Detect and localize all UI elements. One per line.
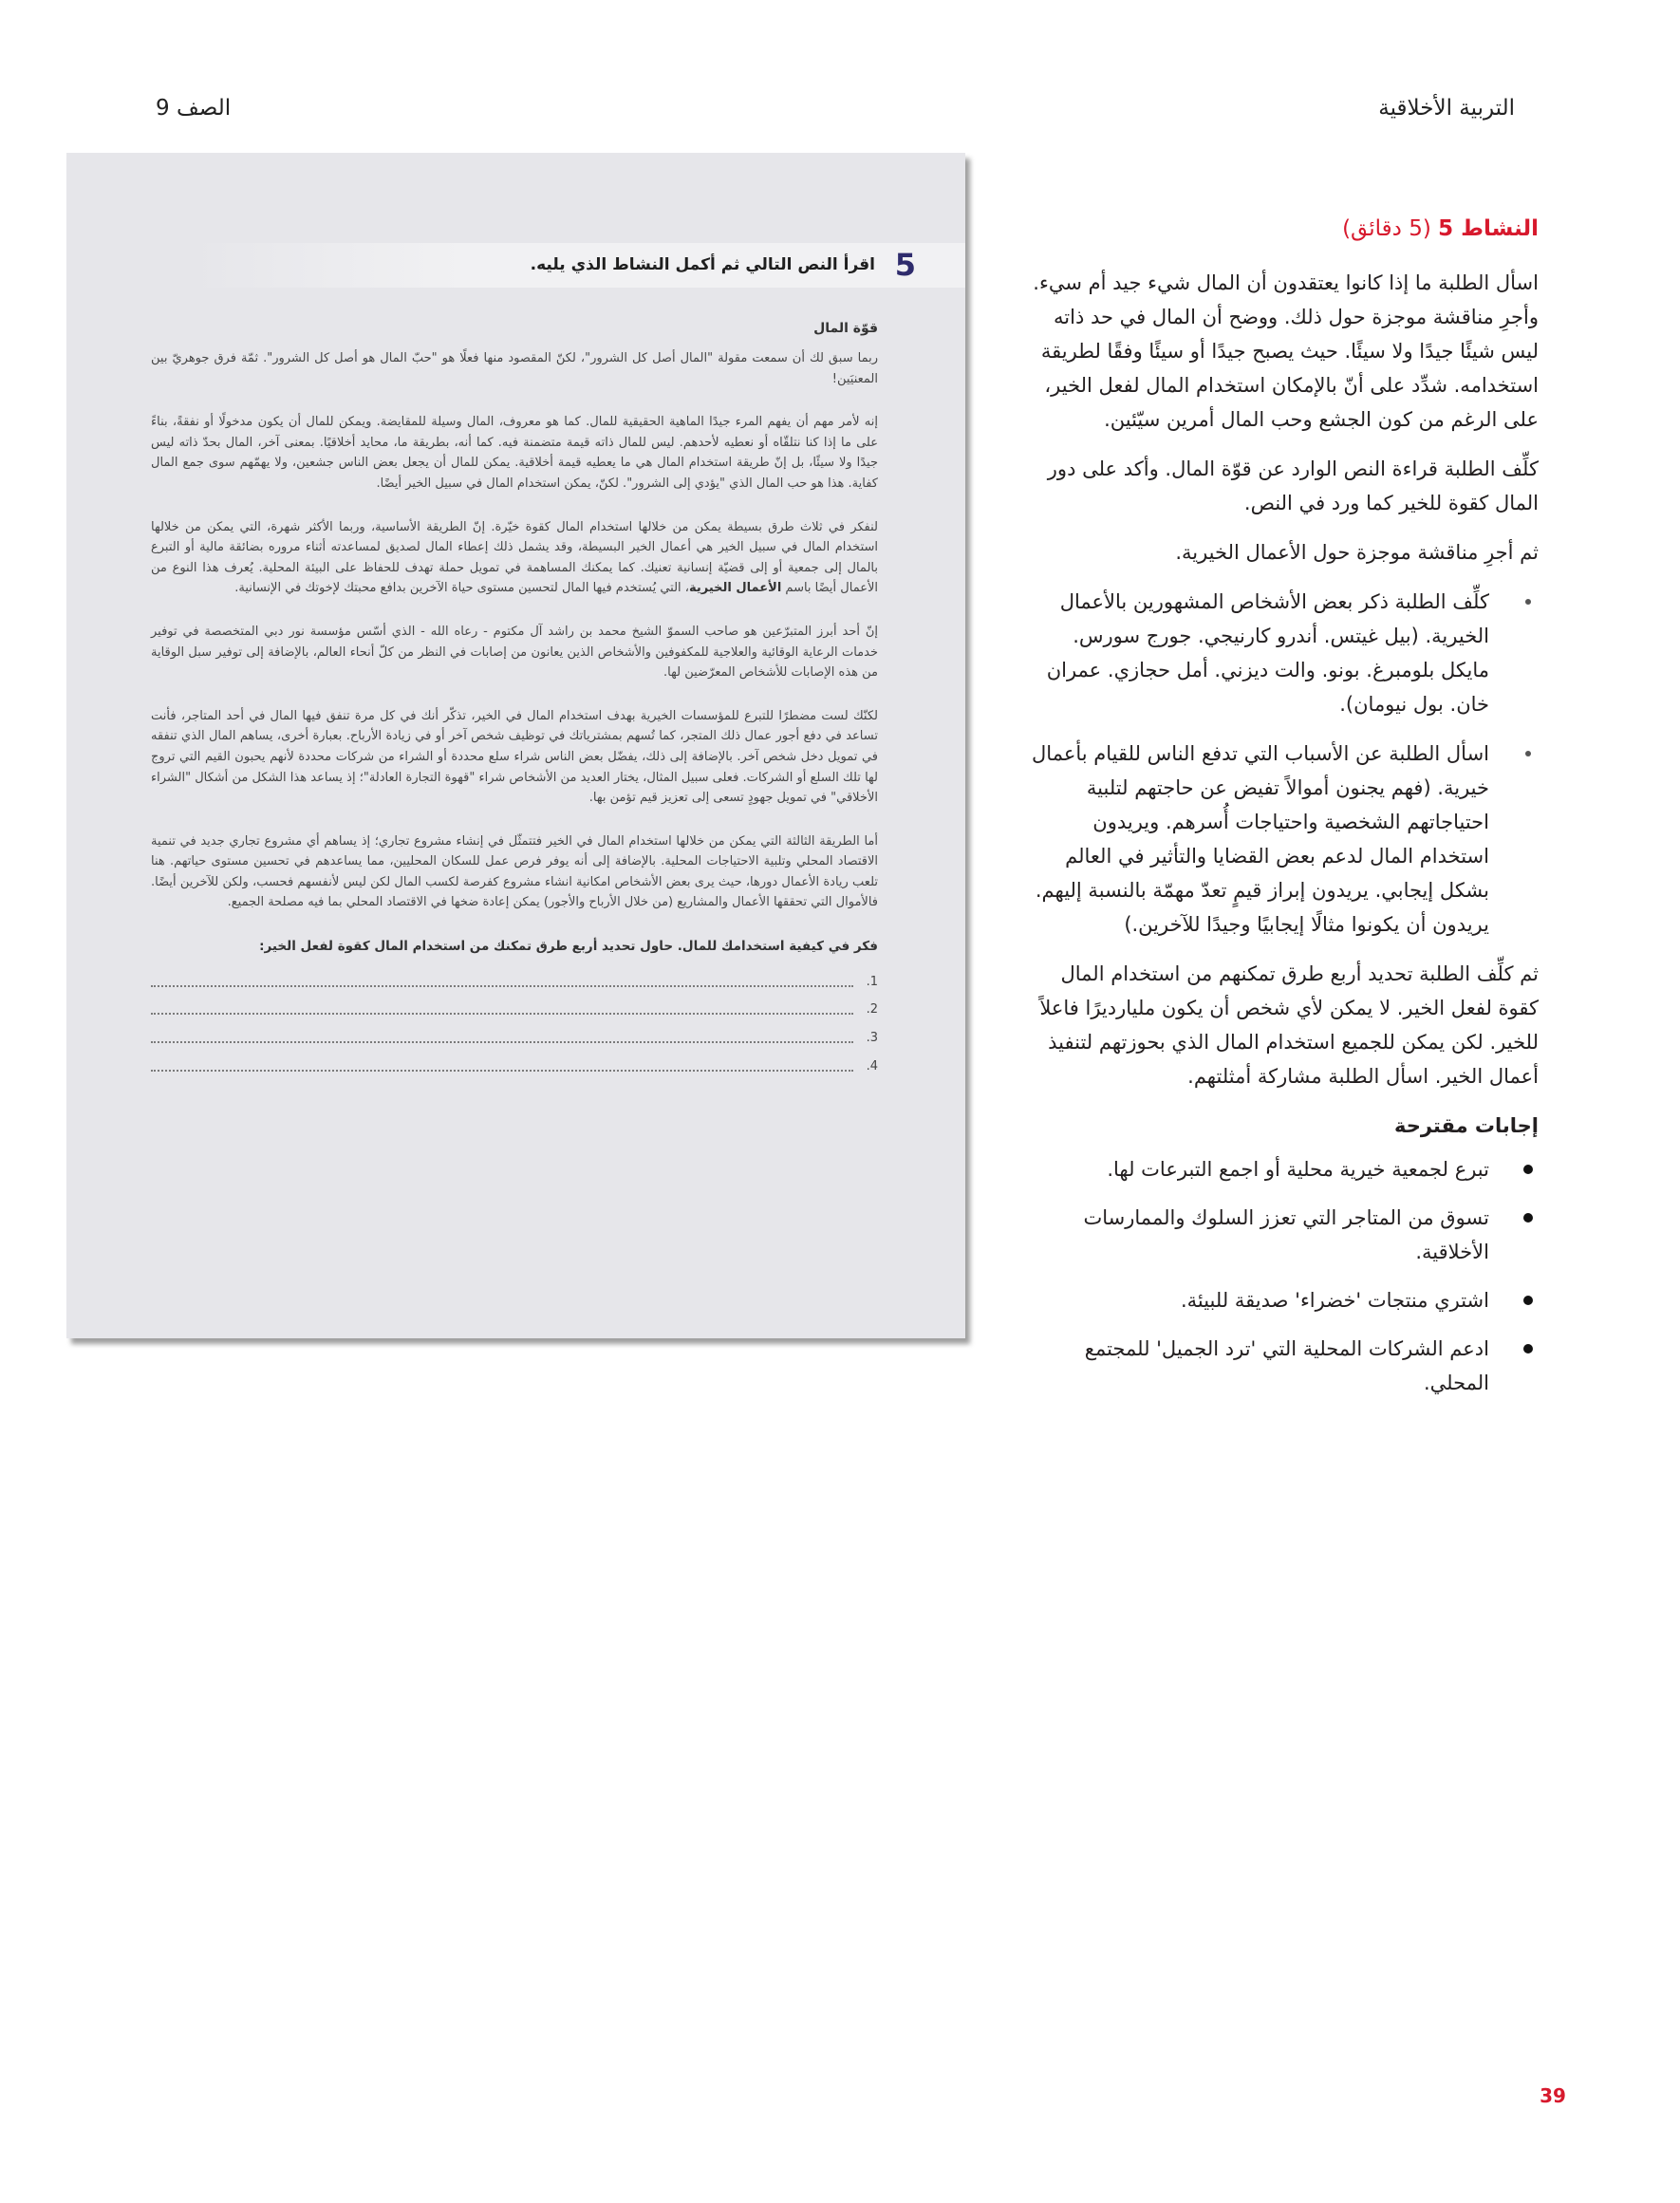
reading-paragraph-3 — [151, 517, 878, 599]
answer-dotted-line — [151, 1030, 853, 1043]
bullet-text: كلِّف الطلبة ذكر بعض الأشخاص المشهورين بالأعمال الخيرية. (بيل غيتس. أندرو كارنيجي. جورج سورس. مايكل بلومبرغ. بونو. والت ديزني. أمل حجازي. عمران خان. بول نيومان). — [1046, 590, 1489, 716]
suggested-answer-text: تبرع لجمعية خيرية محلية أو اجمع التبرعات لها. — [1107, 1158, 1489, 1181]
reading-paragraph-4: إنّ أحد أبرز المتبرّعين هو صاحب السموّ الشيخ محمد بن راشد آل مكتوم - رعاه الله - الذي أسّس مؤسسة نور دبي المتخصصة في توفير خدمات الرعاية الوقائية والعلاجية للمكفوفين والأشخاص الذين يعانون من إصابات في النظر من كلّ أنحاء العالم، بالإضافة إلى توفير سبل الوقاية من هذه الإصابات للأشخاص المعرّضين لها. — [151, 624, 878, 681]
bullet-marker — [1489, 1283, 1539, 1317]
answer-dotted-line — [151, 974, 853, 987]
paragraph-text: لنفكر في ثلاث طرق بسيطة يمكن من خلالها استخدام المال كقوة خيّرة. إنّ الطريقة الأساسية، وربما الأكثر شهرة، التي يمكن من خلالها استخدام المال في سبيل الخير هي أعمال الخير البسيطة، وقد يشمل ذلك إعطاء المال لصديق لمساعدته أثناء مروره بضائقة مالية أو التبرع بالمال إلى جمعية أو إلى قضيّة إنسانية تعنيك. كما يمكنك المساهمة في تمويل حملة تهدف للحفاظ على البيئة المحلية. يُعرف هذا النوع من الأعمال أيضًا باسم — [151, 519, 878, 596]
suggested-answer-item — [1073, 1283, 1539, 1317]
filled-circle-icon — [1523, 1296, 1533, 1305]
activity-paragraph: كلِّف الطلبة قراءة النص الوارد عن قوّة المال. وأكد على دور المال كقوة للخير كما ورد في النص. — [1047, 457, 1539, 514]
bullet-marker — [1489, 737, 1539, 942]
paragraph-text-after: ، التي يُستخدم فيها المال لتحسين مستوى حياة الآخرين بدافع محبتك لإخوتك في الإنسانية. — [234, 581, 689, 596]
answer-number: 2. — [866, 1002, 878, 1017]
small-dot-icon — [1525, 599, 1531, 605]
answer-row — [151, 1018, 878, 1047]
suggested-answer-text: ادعم الشركات المحلية التي 'ترد الجميل' للمجتمع المحلي. — [1084, 1337, 1489, 1394]
filled-circle-icon — [1523, 1344, 1533, 1354]
header-subject: التربية الأخلاقية — [1378, 96, 1515, 121]
answer-dotted-line — [151, 1058, 853, 1072]
bullet-text: اسأل الطلبة عن الأسباب التي تدفع الناس للقيام بأعمال خيرية. (فهم يجنون أموالاً تفيض عن حاجتهم لتلبية احتياجاتهم الشخصية واحتياجات أُسرهم. ويريدون استخدام المال لدعم بعض القضايا والتأثير في العالم بشكل إيجابي. يريدون إبراز قيمٍ تعدّ مهمّة بالنسبة إليهم. يريدون أن يكونوا مثالًا إيجابيًا وجيدًا للآخرين.) — [1032, 742, 1489, 936]
answer-number: 4. — [866, 1058, 878, 1073]
worksheet-body — [151, 318, 878, 1075]
activity-bullet-item — [1028, 585, 1539, 721]
bullet-marker — [1489, 1332, 1539, 1400]
activity-title — [1028, 215, 1539, 243]
header-grade: الصف 9 — [156, 96, 232, 121]
activity-teacher-notes — [1028, 215, 1539, 1414]
page-number: 39 — [1540, 2084, 1566, 2107]
filled-circle-icon — [1523, 1165, 1533, 1174]
answer-dotted-line — [151, 1001, 853, 1015]
suggested-answer-item — [1073, 1152, 1539, 1186]
activity-duration: (5 دقائق) — [1342, 216, 1431, 241]
reading-paragraph-2: إنه لأمر مهم أن يفهم المرء جيدًا الماهية الحقيقية للمال. كما هو معروف، المال وسيلة للمقايضة. ويمكن للمال أن يكون مدخولًا أو نفقةً، بناءً على ما إذا كنا نتلقّاه أو نعطيه لأحدهم. ليس للمال ذاته قيمة متضمنة فيه. كما أنه، بطريقة ما، محايد أخلاقيًا. بمعنى آخر، المال بحدّ ذاته ليس جيدًا ولا سيئًا، بل إنّ طريقة استخدام المال هي ما يعطيه قيمة أخلاقية. يمكن للمال أن يجعل بعض الناس جشعين، ولا يهمّهم سوى جمع المال كفاية. هذا هو حب المال الذي "يؤدي إلى الشرور". لكنّ، يمكن استخدام المال في سبيل الخير أيضًا. — [151, 415, 878, 491]
bullet-marker — [1489, 585, 1539, 721]
suggested-answer-item — [1073, 1201, 1539, 1269]
worksheet-instruction-band — [190, 243, 965, 288]
bullet-marker — [1489, 1201, 1539, 1269]
worksheet-activity-number: 5 — [894, 247, 916, 283]
worksheet-prompt: فكر في كيفية استخدامك للمال. حاول تحديد أربع طرق تمكنك من استخدام المال كقوة لفعل الخير: — [259, 939, 878, 955]
suggested-answer-text: تسوق من المتاجر التي تعزز السلوك والممارسات الأخلاقية. — [1083, 1206, 1489, 1263]
activity-paragraph: اسأل الطلبة ما إذا كانوا يعتقدون أن المال شيء جيد أم سيء. وأجرِ مناقشة موجزة حول ذلك. ووضح أن المال في حد ذاته ليس شيئًا جيدًا ولا سيئًا. حيث يصبح جيدًا أو سيئًا وفقًا لطريقة استخدامه. شدِّد على أنّ بالإمكان استخدام المال لفعل الخير، على الرغم من كون الجشع وحب المال أمرين سيّئين. — [1033, 271, 1539, 431]
reading-paragraph-5: لكنّك لست مضطرًا للتبرع للمؤسسات الخيرية بهدف استخدام المال في الخير، تذكّر أنك في كل مرة تنفق فيها المال في أحد المتاجر، فأنت تساعد في دفع أجور عمال ذلك المتجر، كما تُسهم بمشترياتك في توظيف شخص آخر أو في زيادة الأرباح. بعبارة أخرى، يساهم المال الذي تنفقه في تمويل دخل شخص آخر. بالإضافة إلى ذلك، يفضّل بعض الناس شراء سلع محددة أو الشراء من شركات محددة لأنهم يحبون القيم التي تروج لها تلك السلع أو الشركات. فعلى سبيل المثال، يختار العديد من الأشخاص شراء "قهوة التجارة العادلة"؛ إذ يساعد هذا الشكل من أشكال "الشراء الأخلاقي" في تمويل جهودٍ تسعى إلى تعزيز قيم تؤمن بها. — [151, 708, 878, 806]
reading-paragraph-6: أما الطريقة الثالثة التي يمكن من خلالها استخدام المال في الخير فتتمثّل في إنشاء مشروع تجاري؛ إذ يساهم أي مشروع تجاري جديد في تنمية الاقتصاد المحلي وتلبية الاحتياجات المحلية. بالإضافة إلى أنه يوفر فرص عمل للسكان المحليين، مما يساعدهم في تحسين مستوى حياتهم. هنا تلعب ريادة الأعمال دورها، حيث يرى بعض الأشخاص امكانية انشاء مشروع كفرصة لكسب المال لكن ليس لأنفسهم فحسب، ولكن للآخرين أيضًا. فالأموال التي تحققها الأعمال والمشاريع (من خلال الأرباح والأجور) يمكن إعادة ضخها في الاقتصاد المحلي بما فيه مصلحة الجميع. — [151, 833, 878, 910]
reading-title: قوّة المال — [813, 321, 878, 336]
small-dot-icon — [1525, 751, 1531, 756]
suggested-answer-text: اشتري منتجات 'خضراء' صديقة للبيئة. — [1180, 1289, 1489, 1312]
suggested-answers-list — [1073, 1152, 1539, 1400]
student-worksheet-panel — [66, 153, 965, 1338]
filled-circle-icon — [1523, 1213, 1533, 1223]
answer-number: 3. — [866, 1031, 878, 1046]
activity-paragraph: ثم أجرِ مناقشة موجزة حول الأعمال الخيرية. — [1175, 541, 1539, 564]
answer-row — [151, 962, 878, 991]
answer-row — [151, 1047, 878, 1075]
activity-bullet-item — [1028, 737, 1539, 942]
reading-paragraph-1: ربما سبق لك أن سمعت مقولة "المال أصل كل الشرور"، لكنّ المقصود منها فعلًا هو "حبّ المال هو أصل كل الشرور". ثمّة فرق جوهريّ بين المعنيَين! — [151, 351, 878, 386]
answer-row — [151, 991, 878, 1019]
bold-term: الأعمال الخيرية — [689, 581, 782, 596]
suggested-answers-heading: إجابات مقترحة — [1393, 1114, 1539, 1137]
suggested-answer-item — [1073, 1332, 1539, 1400]
bullet-marker — [1489, 1152, 1539, 1186]
worksheet-instruction: اقرأ النص التالي ثم أكمل النشاط الذي يليه. — [530, 255, 875, 274]
answer-number: 1. — [866, 974, 878, 989]
activity-paragraph: ثم كلِّف الطلبة تحديد أربع طرق تمكنهم من استخدام المال كقوة لفعل الخير. لا يمكن لأي شخص أن يكون مليارديرًا فاعلاً للخير. لكن يمكن للجميع استخدام المال الذي بحوزتهم لتنفيذ أعمال الخير. اسأل الطلبة مشاركة أمثلتهم. — [1039, 962, 1539, 1088]
activity-label: النشاط 5 — [1438, 216, 1539, 241]
